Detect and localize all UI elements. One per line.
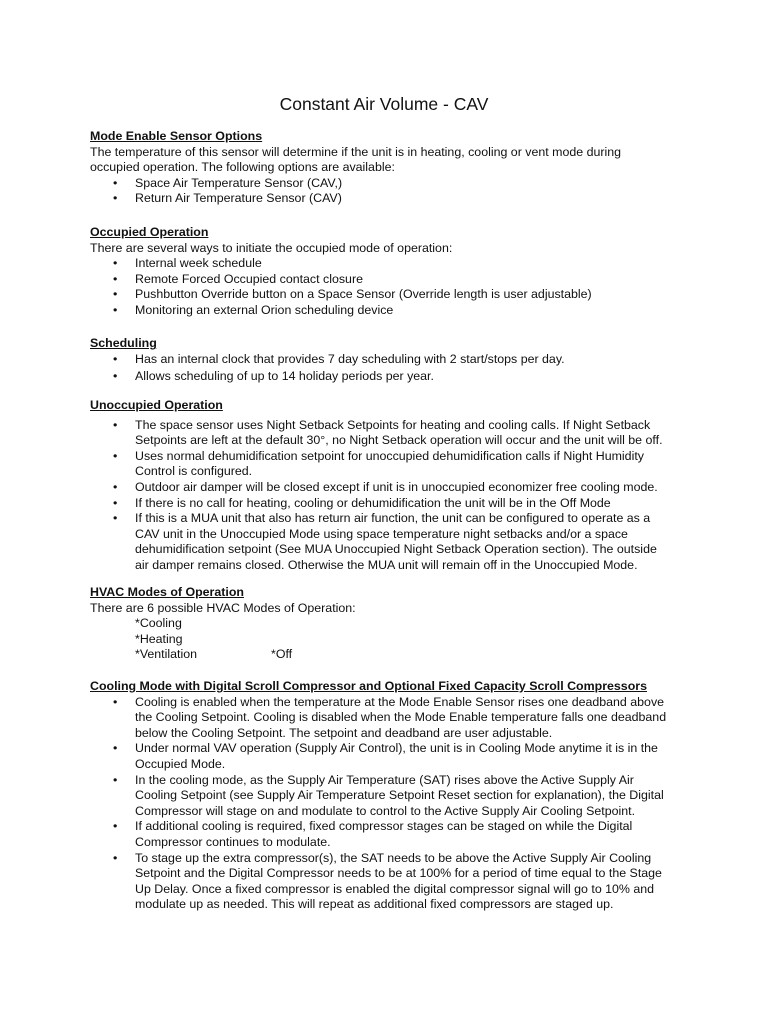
- list-item: [90, 511, 690, 573]
- list-item-text: below the Cooling Setpoint. The setpoint and deadband are user adjustable.: [135, 725, 553, 740]
- bullet-icon: •: [113, 694, 118, 709]
- list-item: [90, 191, 690, 207]
- mode-row: [135, 647, 690, 663]
- list-item-text: To stage up the extra compressor(s), the SAT needs to be above the Active Supply Air Cooling: [135, 850, 652, 865]
- section-heading: Cooling Mode with Digital Scroll Compressor and Optional Fixed Capacity Scroll Compressors: [90, 679, 647, 693]
- bullet-icon: •: [113, 479, 118, 494]
- list-item-text: the Cooling Setpoint. Cooling is disabled when the Mode Enable temperature falls one deadband: [135, 710, 667, 725]
- list-item-text: Setpoints are left at the default 30°, no Night Setback operation will occur and the unit will be off.: [135, 433, 663, 448]
- mode-list: [90, 616, 690, 663]
- list-item: [90, 256, 690, 272]
- list-item: [90, 741, 690, 772]
- list-item-text: Occupied Mode.: [135, 756, 226, 771]
- section-heading: HVAC Modes of Operation: [90, 585, 244, 599]
- bullet-list: [90, 352, 690, 385]
- list-item-text: The space sensor uses Night Setback Setpoints for heating and cooling calls. If Night Setback: [135, 417, 651, 432]
- paragraph-line: There are 6 possible HVAC Modes of Operation:: [90, 600, 356, 615]
- paragraph-line: The temperature of this sensor will determine if the unit is in heating, cooling or vent mode during: [90, 144, 622, 159]
- list-item: [90, 272, 690, 288]
- list-item-text: If there is no call for heating, cooling or dehumidification the unit will be in the Off Mode: [135, 495, 611, 510]
- list-item-text: Compressor continues to modulate.: [135, 834, 331, 849]
- list-item: [90, 480, 690, 496]
- list-item-text: Has an internal clock that provides 7 day scheduling with 2 start/stops per day.: [135, 351, 565, 366]
- paragraph-line: There are several ways to initiate the occupied mode of operation:: [90, 240, 453, 255]
- mode-item: *Off: [271, 647, 293, 662]
- list-item-text: Pushbutton Override button on a Space Sensor (Override length is user adjustable): [135, 287, 592, 302]
- bullet-icon: •: [113, 369, 118, 384]
- list-item-text: air damper remains closed. Otherwise the MUA unit will remain off in the Unoccupied Mode.: [135, 557, 638, 572]
- list-item: [90, 851, 690, 913]
- mode-item: *Heating: [135, 631, 183, 646]
- section-heading: Scheduling: [90, 336, 157, 350]
- list-item-text: Under normal VAV operation (Supply Air Control), the unit is in Cooling Mode anytime it is in the: [135, 741, 658, 756]
- list-item: [90, 449, 690, 480]
- bullet-icon: •: [113, 495, 118, 510]
- bullet-icon: •: [113, 417, 118, 432]
- list-item-text: modulate up as needed. This will repeat as additional fixed compressors are staged up.: [135, 897, 614, 912]
- list-item: [90, 418, 690, 449]
- section-heading: Mode Enable Sensor Options: [90, 129, 263, 143]
- list-item-text: Control is configured.: [135, 464, 253, 479]
- section-mode-enable: [90, 129, 690, 207]
- bullet-icon: •: [113, 351, 118, 366]
- bullet-icon: •: [113, 256, 118, 271]
- list-item-text: Space Air Temperature Sensor (CAV,): [135, 175, 343, 190]
- bullet-icon: •: [113, 819, 118, 834]
- section-heading: Unoccupied Operation: [90, 398, 223, 412]
- list-item-text: If additional cooling is required, fixed compressor stages can be staged on while the Digital: [135, 819, 633, 834]
- list-item-text: Return Air Temperature Sensor (CAV): [135, 191, 342, 206]
- section-unoccupied: [90, 398, 690, 574]
- bullet-icon: •: [113, 191, 118, 206]
- list-item-text: Uses normal dehumidification setpoint for unoccupied dehumidification calls if Night Humidity: [135, 448, 644, 463]
- list-item-text: Cooling Setpoint (see Supply Air Temperature Setpoint Reset section for explanation), the Digital: [135, 788, 664, 803]
- bullet-icon: •: [113, 271, 118, 286]
- list-item-text: Outdoor air damper will be closed except if unit is in unoccupied economizer free cooling mode.: [135, 479, 658, 494]
- bullet-icon: •: [113, 287, 118, 302]
- bullet-icon: •: [113, 448, 118, 463]
- list-item-text: Allows scheduling of up to 14 holiday periods per year.: [135, 369, 434, 384]
- bullet-list: [90, 176, 690, 207]
- list-item-text: Cooling is enabled when the temperature at the Mode Enable Sensor rises one deadband above: [135, 694, 665, 709]
- list-item-text: Monitoring an external Orion scheduling device: [135, 302, 394, 317]
- bullet-icon: •: [113, 175, 118, 190]
- list-item-text: Remote Forced Occupied contact closure: [135, 271, 363, 286]
- bullet-icon: •: [113, 511, 118, 526]
- list-item-text: If this is a MUA unit that also has return air function, the unit can be configured to operate as a: [135, 511, 651, 526]
- list-item-text: In the cooling mode, as the Supply Air Temperature (SAT) rises above the Active Supply Air: [135, 772, 634, 787]
- section-occupied: [90, 225, 690, 319]
- list-item: [90, 819, 690, 850]
- list-item-text: Setpoint and the Digital Compressor needs to be at 100% for a period of time equal to the Stage: [135, 866, 662, 881]
- list-item: [90, 695, 690, 742]
- list-item: [90, 773, 690, 820]
- list-item-text: Compressor will stage on and modulate to control to the Active Supply Air Cooling Setpoint.: [135, 803, 636, 818]
- document-title: Constant Air Volume - CAV: [279, 94, 489, 114]
- list-item: [90, 352, 690, 368]
- list-item: [90, 369, 690, 385]
- list-item-text: Internal week schedule: [135, 256, 262, 271]
- bullet-list: [90, 256, 690, 318]
- bullet-icon: •: [113, 850, 118, 865]
- mode-item: *Cooling: [135, 616, 182, 631]
- mode-item: *Ventilation: [135, 647, 198, 662]
- paragraph-line: occupied operation. The following options are available:: [90, 160, 395, 175]
- section-cooling-mode: [90, 679, 690, 913]
- list-item-text: dehumidification setpoint (See MUA Unoccupied Night Setback Operation section). The outside: [135, 542, 657, 557]
- list-item-text: Up Delay. Once a fixed compressor is enabled the digital compressor signal will go to 10% and: [135, 881, 655, 896]
- list-item: [90, 176, 690, 192]
- list-item-text: CAV unit in the Unoccupied Mode using space temperature night setbacks and/or a space: [135, 526, 628, 541]
- section-hvac-modes: [90, 585, 690, 663]
- list-item: [90, 287, 690, 303]
- bullet-list: [90, 418, 690, 574]
- section-scheduling: [90, 336, 690, 385]
- section-heading: Occupied Operation: [90, 225, 209, 239]
- bullet-icon: •: [113, 741, 118, 756]
- list-item: [90, 303, 690, 319]
- bullet-list: [90, 695, 690, 913]
- bullet-icon: •: [113, 772, 118, 787]
- bullet-icon: •: [113, 302, 118, 317]
- list-item: [90, 496, 690, 512]
